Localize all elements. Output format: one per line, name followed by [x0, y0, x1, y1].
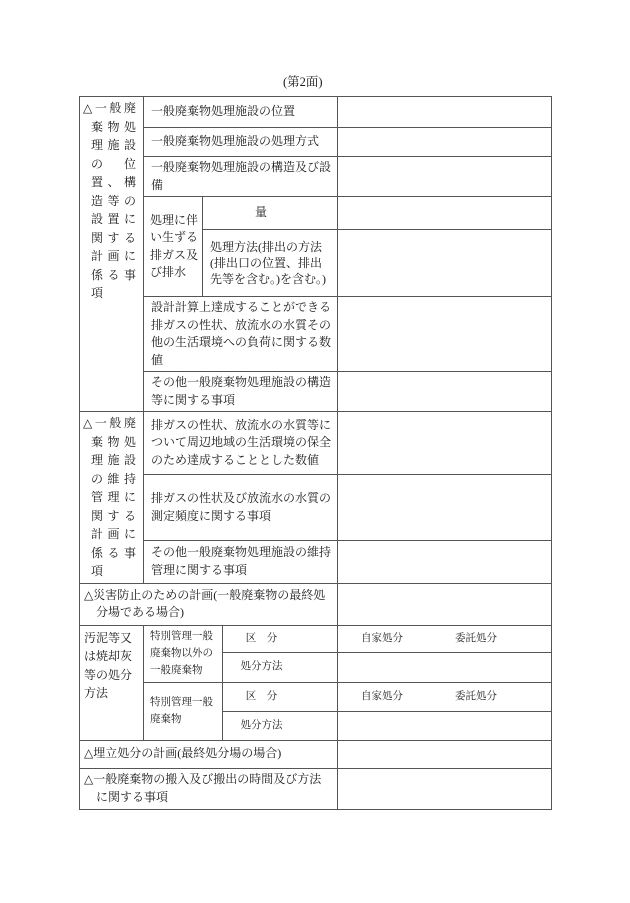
target-values-value-cell [338, 412, 552, 475]
group2-section-header: △一般廃棄物処理施設の維持管理に関する計画に係る事項 [80, 412, 144, 584]
table-row [80, 740, 552, 768]
group3-section-header: 汚泥等又は焼却灰等の処分方法 [80, 625, 144, 740]
landfill-plan-value-cell [338, 740, 552, 768]
disposal-method-value-cell [338, 711, 552, 740]
structure-equipment-value-cell [338, 157, 552, 197]
facility-location-value-cell [338, 97, 552, 128]
disaster-plan-value-cell [338, 583, 552, 625]
table-row [80, 412, 552, 475]
table-row [80, 583, 552, 625]
structure-equipment-label: 一般廃棄物処理施設の構造及び設備 [144, 157, 338, 197]
carry-in-out-value-cell [338, 768, 552, 809]
consigned-disposal-label: 委託処分 [455, 632, 498, 644]
page-title: (第2面) [283, 75, 323, 89]
landfill-plan-label: △埋立処分の計画(最終処分場の場合) [80, 740, 338, 768]
emission-wastewater-header: 処理に伴い生ずる排ガス及び排水 [144, 197, 203, 297]
other-structure-value-cell [338, 372, 552, 412]
category-options-cell [338, 682, 552, 711]
category-label: 区 分 [223, 625, 338, 652]
table-row [80, 372, 552, 412]
category-options-cell [338, 625, 552, 652]
quantity-label: 量 [203, 197, 338, 230]
table-row [80, 625, 552, 652]
target-values-label: 排ガスの性状、放流水の水質等について周辺地域の生活環境の保全のため達成することとした数値 [144, 412, 338, 475]
table-row [80, 97, 552, 128]
facility-location-label: 一般廃棄物処理施設の位置 [144, 97, 338, 128]
design-values-value-cell [338, 297, 552, 372]
table-row [80, 475, 552, 541]
application-form-table [79, 96, 552, 810]
table-row [80, 297, 552, 372]
processing-method-label: 一般廃棄物処理施設の処理方式 [144, 128, 338, 157]
consigned-disposal-label: 委託処分 [455, 690, 498, 702]
table-row [80, 682, 552, 711]
disaster-plan-label: △災害防止のための計画(一般廃棄物の最終処分場である場合) [80, 583, 338, 625]
special-waste-label: 特別管理一般廃棄物 [144, 682, 223, 740]
quantity-value-cell [338, 197, 552, 230]
table-row [80, 768, 552, 809]
disposal-method-value-cell [338, 652, 552, 682]
processing-method-value-cell [338, 128, 552, 157]
disposal-method-label: 処分方法 [223, 711, 338, 740]
measure-frequency-value-cell [338, 475, 552, 541]
table-row [80, 157, 552, 197]
measure-frequency-label: 排ガスの性状及び放流水の水質の測定頻度に関する事項 [144, 475, 338, 541]
self-disposal-label: 自家処分 [361, 632, 404, 644]
table-row [80, 541, 552, 583]
treatment-method-value-cell [338, 230, 552, 297]
design-values-label: 設計計算上達成することができる排ガスの性状、放流水の水質その他の生活環境への負荷に関する数値 [144, 297, 338, 372]
other-maintenance-value-cell [338, 541, 552, 583]
table-row [80, 128, 552, 157]
other-maintenance-label: その他一般廃棄物処理施設の維持管理に関する事項 [144, 541, 338, 583]
group1-section-header: △一般廃棄物処理施設の位置、構造等の設置に関する計画に係る事項 [80, 97, 144, 412]
category-label: 区 分 [223, 682, 338, 711]
treatment-method-label: 処理方法(排出の方法(排出口の位置、排出先等を含む。)を含む。) [203, 230, 338, 297]
non-special-waste-label: 特別管理一般廃棄物以外の一般廃棄物 [144, 625, 223, 682]
carry-in-out-label: △一般廃棄物の搬入及び搬出の時間及び方法に関する事項 [80, 768, 338, 809]
other-structure-label: その他一般廃棄物処理施設の構造等に関する事項 [144, 372, 338, 412]
self-disposal-label: 自家処分 [361, 690, 404, 702]
disposal-method-label: 処分方法 [223, 652, 338, 682]
table-row [80, 197, 552, 230]
